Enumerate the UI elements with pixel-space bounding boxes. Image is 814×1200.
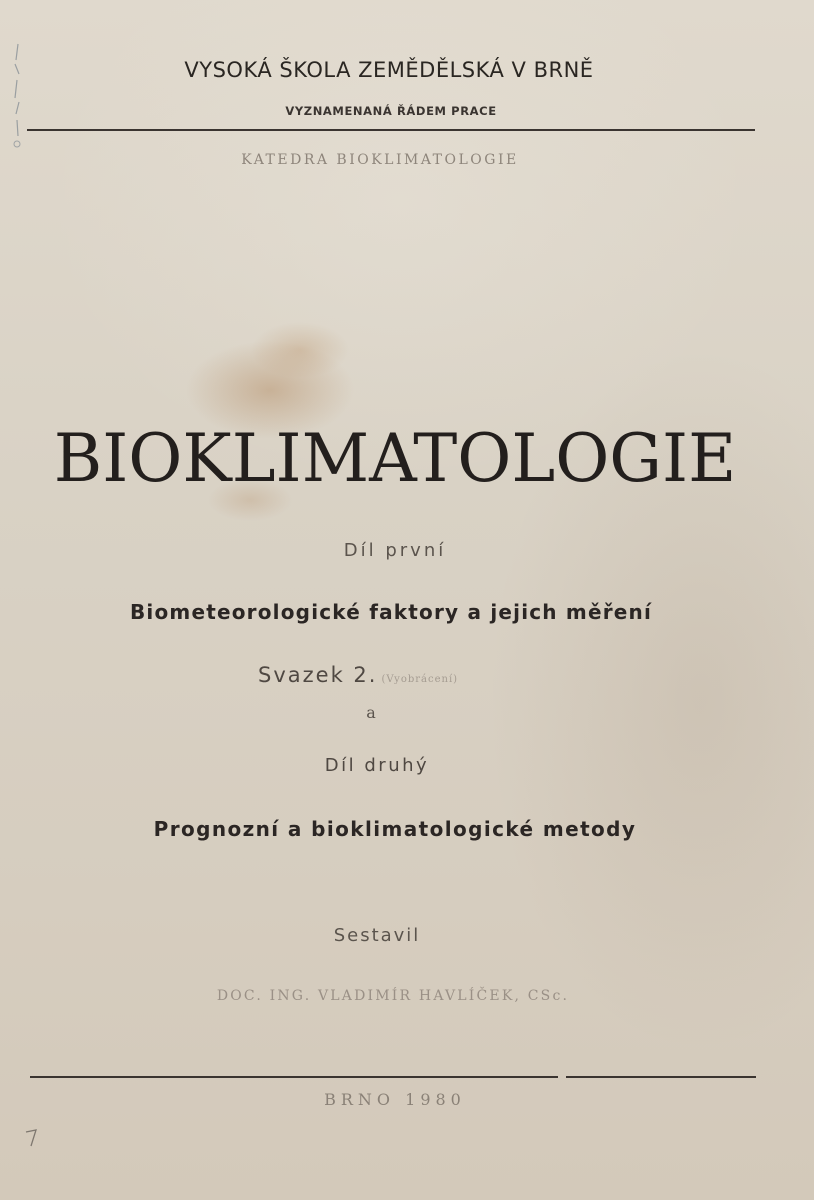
part-one-title: Biometeorologické faktory a jejich měření [129,600,653,624]
bottom-divider-right [566,1076,756,1078]
institution-name: VYSOKÁ ŠKOLA ZEMĚDĚLSKÁ V BRNĚ [184,58,594,82]
part-two-title: Prognozní a bioklimatologické metody [153,817,637,841]
place-and-year: BRNO 1980 [324,1090,466,1109]
top-divider [27,129,755,131]
pencil-annotation-icon [10,40,24,150]
volume-label: Svazek 2. [258,663,378,687]
institution-subtitle: VYZNAMENANÁ ŘÁDEM PRACE [285,104,497,118]
author-name: DOC. ING. VLADIMÍR HAVLÍČEK, CSc. [216,988,570,1004]
part-two-label: Díl druhý [324,755,430,776]
volume-note: (Vyobrácení) [381,674,459,685]
compiled-by-label: Sestavil [333,925,421,946]
conjunction: a [366,703,376,722]
page-title: BIOKLIMATOLOGIE [53,420,737,497]
bottom-divider-left [30,1076,558,1078]
part-one-label: Díl první [343,540,447,561]
department-name: KATEDRA BIOKLIMATOLOGIE [241,152,519,168]
pencil-corner-mark-icon [24,1128,40,1148]
volume-line [258,663,458,687]
